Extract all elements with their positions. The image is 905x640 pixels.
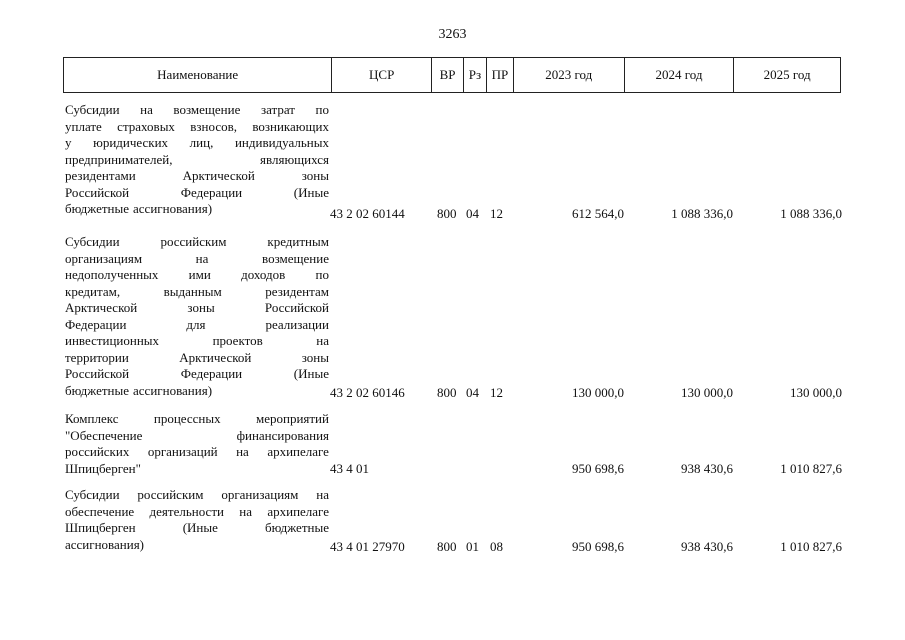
- name-line: [65, 168, 329, 185]
- name-line: [65, 537, 329, 554]
- row-rz: 04: [466, 385, 479, 400]
- header-2025: 2025 год: [763, 67, 811, 82]
- name-word: проектов: [212, 333, 263, 348]
- name-line: [65, 504, 329, 521]
- name-line: [65, 520, 329, 537]
- row-2023: 950 698,6: [572, 539, 624, 554]
- name-word: взносов,: [190, 118, 237, 134]
- name-line: [65, 119, 329, 136]
- name-word: (Иные: [293, 366, 329, 381]
- name-word: российским: [137, 487, 204, 502]
- name-line: [65, 444, 329, 461]
- name-word: являющихся: [260, 151, 329, 167]
- name-word: недополученных: [65, 267, 159, 282]
- name-word: Арктической: [179, 349, 252, 365]
- name-word: Субсидии: [65, 234, 120, 249]
- name-word: Федерации: [180, 366, 243, 381]
- name-word: Федерации: [65, 316, 127, 332]
- name-word: архипелаге: [267, 444, 329, 459]
- header-2024: 2024 год: [625, 58, 735, 92]
- name-word: (Иные: [293, 184, 329, 200]
- row-vr: 800: [437, 539, 457, 554]
- name-word: "Обеспечение: [65, 427, 143, 443]
- row-name: [65, 234, 329, 399]
- name-word: на: [195, 250, 209, 266]
- name-word: российских: [65, 444, 130, 459]
- row-2025: 1 088 336,0: [780, 206, 842, 221]
- name-word: организациям: [65, 250, 143, 266]
- name-word: Российской: [65, 184, 130, 200]
- table-header: [63, 57, 841, 93]
- row-2024: 130 000,0: [681, 385, 733, 400]
- row-2024: 938 430,6: [681, 539, 733, 554]
- name-word: Шпицберген": [65, 460, 141, 476]
- name-word: Российской: [264, 300, 329, 315]
- name-word: юридических: [93, 135, 169, 150]
- name-word: мероприятий: [255, 411, 329, 426]
- name-word: Российской: [65, 366, 130, 381]
- name-word: Федерации: [180, 184, 243, 200]
- row-2025: 1 010 827,6: [780, 461, 842, 476]
- name-line: [65, 487, 329, 504]
- name-word: выданным: [163, 283, 222, 299]
- row-vr: 800: [437, 385, 457, 400]
- row-rz: 04: [466, 206, 479, 221]
- name-word: обеспечение: [65, 503, 135, 519]
- name-word: Субсидии: [65, 487, 120, 502]
- name-line: [65, 461, 329, 478]
- name-word: бюджетные: [65, 201, 130, 216]
- row-csr: 43 4 01: [330, 461, 369, 476]
- name-word: на: [316, 487, 329, 502]
- name-word: кредитным: [267, 234, 329, 249]
- name-line: [65, 300, 329, 317]
- name-word: у: [65, 135, 72, 150]
- header-csr: ЦСР: [332, 58, 432, 92]
- name-line: [65, 267, 329, 284]
- name-line: [65, 251, 329, 268]
- name-word: на: [239, 503, 253, 519]
- name-line: [65, 428, 329, 445]
- name-line: [65, 366, 329, 383]
- name-word: предпринимателей,: [65, 151, 173, 167]
- name-word: Субсидии: [65, 102, 120, 117]
- name-word: по: [315, 102, 329, 117]
- row-2025: 130 000,0: [790, 385, 842, 400]
- name-word: резидентам: [265, 283, 329, 299]
- name-word: по: [315, 267, 329, 282]
- name-line: [65, 234, 329, 251]
- name-word: деятельности: [149, 503, 224, 519]
- name-word: зоны: [301, 168, 329, 183]
- name-line: [65, 284, 329, 301]
- name-line: [65, 185, 329, 202]
- name-word: Комплекс: [65, 411, 119, 426]
- row-csr: 43 2 02 60146: [330, 385, 405, 400]
- row-name: [65, 411, 329, 477]
- row-2023: 130 000,0: [572, 385, 624, 400]
- name-word: организаций: [147, 444, 218, 459]
- name-line: [65, 152, 329, 169]
- name-line: [65, 102, 329, 119]
- name-word: зоны: [301, 349, 329, 365]
- name-word: возникающих: [252, 118, 329, 134]
- name-word: лиц,: [189, 135, 214, 150]
- row-pr: 08: [490, 539, 503, 554]
- name-word: на: [236, 444, 249, 459]
- header-2023: 2023 год: [514, 58, 625, 92]
- name-word: резидентами: [65, 168, 136, 183]
- name-word: уплате: [65, 118, 102, 134]
- row-2024: 1 088 336,0: [671, 206, 733, 221]
- name-word: ими: [188, 267, 211, 282]
- name-line: [65, 411, 329, 428]
- row-name: [65, 487, 329, 553]
- row-pr: 12: [490, 206, 503, 221]
- name-word: возмещение: [173, 102, 241, 117]
- header-name: Наименование: [64, 58, 332, 92]
- name-word: на: [140, 102, 153, 117]
- name-word: на: [316, 333, 329, 348]
- row-rz: 01: [466, 539, 479, 554]
- name-word: территории: [65, 349, 129, 365]
- name-word: ассигнования): [133, 382, 213, 398]
- name-line: [65, 201, 329, 218]
- row-pr: 12: [490, 385, 503, 400]
- name-word: российским: [160, 234, 227, 249]
- name-line: [65, 135, 329, 152]
- name-line: [65, 383, 329, 400]
- name-word: зоны: [187, 300, 215, 315]
- name-word: финансирования: [236, 427, 329, 443]
- name-word: возмещение: [262, 250, 329, 266]
- row-vr: 800: [437, 206, 457, 221]
- name-word: ассигнования): [133, 201, 213, 216]
- name-word: ассигнования): [65, 536, 145, 552]
- name-word: (Иные: [182, 520, 218, 535]
- name-word: для: [186, 316, 206, 332]
- name-word: страховых: [117, 118, 175, 134]
- row-csr: 43 4 01 27970: [330, 539, 405, 554]
- name-word: кредитам,: [65, 283, 121, 299]
- name-word: организациям: [221, 487, 299, 502]
- row-2024: 938 430,6: [681, 461, 733, 476]
- row-2023: 950 698,6: [572, 461, 624, 476]
- name-word: инвестиционных: [65, 333, 160, 348]
- row-2023: 612 564,0: [572, 206, 624, 221]
- name-word: Шпицберген: [65, 520, 136, 535]
- page-number: 3263: [438, 27, 467, 42]
- row-name: [65, 102, 329, 218]
- name-word: бюджетные: [65, 382, 130, 398]
- name-word: затрат: [260, 102, 295, 117]
- header-rz: Рз: [464, 58, 487, 92]
- name-word: процессных: [153, 411, 221, 426]
- name-word: архипелаге: [267, 503, 329, 519]
- name-line: [65, 317, 329, 334]
- row-2025: 1 010 827,6: [780, 539, 842, 554]
- name-line: [65, 333, 329, 350]
- name-line: [65, 350, 329, 367]
- row-csr: 43 2 02 60144: [330, 206, 405, 221]
- name-word: реализации: [265, 316, 329, 332]
- name-word: доходов: [241, 267, 286, 282]
- name-word: бюджетные: [264, 520, 329, 535]
- name-word: Арктической: [65, 300, 138, 315]
- header-vr: ВР: [432, 58, 464, 92]
- header-pr: ПР: [487, 58, 514, 92]
- name-word: Арктической: [182, 168, 255, 183]
- name-word: индивидуальных: [234, 135, 329, 150]
